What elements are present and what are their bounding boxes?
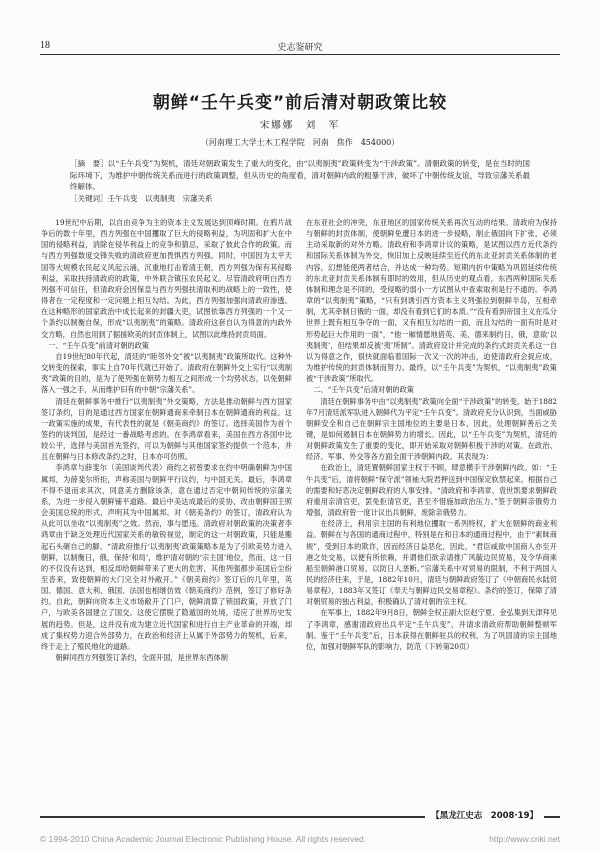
copyright-line: [40, 834, 560, 844]
copyright-text: © 1994-2010 China Academic Journal Electronic Publishing House. All rights reserved.: [40, 834, 367, 844]
section-heading: 一、“壬午兵变”前清对朝的政策: [48, 340, 149, 350]
body-paragraph: 在东亚社会的冲突，东亚地区的国家传统关系再次互动的结果。清政府为保持与朝鲜的封贡体制，使朝鲜免遭日本的进一步侵略，制止俄国向下扩张，必须主动采取新的对外方略。清政府和李鸿章计议的策略，是试图以西方近代条约和国际关系体制为外交，恢旧加上反映延续至近代的东北亚封贡关系体制的老内容，幻想能使两者结合，并达成一种均势。短期内折中策略为巩固延续传统的东北亚封贡关系体制有即时的效用，但从历史的观点看，东西两种国际关系体制和理念是不同的，受侵略的弱小一方试图从中查索取利是行不通的。李鸿章的“以夷制夷”策略，“只有到诱引西方资本主义列强拉到朝鲜半岛，互相牵制，尤其牵制日俄的一面，却没有看到它们的本质。”“没有看到帝国主义在瓜分世界上既有相互争夺的一面，又有相互勾结的一面，而且勾结的一面有时是对形势起巨大作用的一面”，“他一厢情愿地借英、美、德来制约日，俄，意欲‘以夷制夷’，但结果却反被‘夷’所制”。清政府设计并完成的条约式封贡关系这一自以为得意之作，很快就面临着国际一次又一次的冲击，迫使清政府会捉应成，为维护传统的封贡体制而努力。最终，以“壬午兵变”为契机，“以夷制夷”政策被“干涉政策”所取代。: [306, 218, 557, 384]
page-number: 18: [40, 40, 50, 51]
journal-issue: 【黑龙江史志 2008·19】: [425, 809, 544, 821]
body-paragraph: 自19世纪80年代起，清廷的“睦邻外交”被“以夷制夷”政策所取代。这种外交转变的探索，事实上自70年代就已开始了。清政府在朝鲜外交上实行“以夷制夷”政策的目的，是为了使列强在朝势力相互之间形成一个均势状态，以免朝鲜落入一强之手，从而维护旧有的中朝“宗藩关系”。: [41, 351, 292, 395]
body-paragraph: 清廷在朝鲜事务中由“以夷制夷”政策向全面“干涉政策”的转变，始于1882年7月清廷派军队进入朝鲜代为平定“壬午兵变”。清政府充分认识到，当面威胁朝鲜安全和自己在朝鲜宗主国地位的主要是日本，因此，处理朝鲜善后之关键，是如何遏制日本在朝鲜势力的增长。因此，以“壬午兵变”为契机，清廷的对朝鲜政策发生了重要的变化，即开始采取对朝鲜积极干涉的对策。在政治、经济、军事、外交等各方面全面干涉朝鲜内政。其表现为：: [306, 396, 557, 462]
article-title: 朝鲜“壬午兵变”前后清对朝政策比较: [152, 93, 448, 113]
body-paragraph: 在政治上，清廷置朝鲜国家主权于不顾，肆意横手干涉朝鲜内政。如：“壬午兵变”后，清将朝鲜“保守派”领袖大院君押送到中国保定软禁起来。根据自己的需要和好恶决定朝鲜政府的人事安排。“清政府和李鸿章、袁世凯要求朝鲜政府重用亲清官吏，罢免拒清官吏，甚至不惜施加政治压力。”签于朝鲜亲俄势力增强，清政府曾一度计议出兵朝鲜，废除亲俄势力。: [306, 463, 557, 518]
cnki-url: http://www.cnki.net: [489, 834, 560, 844]
right-column: [306, 217, 557, 807]
body-paragraph: 19世纪中后期，以自由竞争为主的资本主义发展达到顶峰时期。在鸦片战争后的数十年里，西方列强在中国攫取了巨大的侵略利益，为巩固和扩大在中国的侵略利益，消除在侵华利益上的竞争和猜忌，采取了彼此合作的政策。而与西方列强数度交锋失败的清政府更加畏惧西方列强。同时，中国因为太平天国等大规模农民起义风起云涌，沉重地打击着清王朝，西方列强为保有其侵略利益，采取扶持清政府的政策，中外联合镇压农民起义。尽管清政府明白西方列强不可信任，但清政府会因保皇与西方列强扶清取利的战略上的一致性，使得者在一定程度和一定问题上相互勾结。为此，西方列强加强向清政府渗透。在这种略形的国家政治中成长起来的封疆大吏，试图依靠西方列强的一个又一个条约以制衡自保，形成“以夷制夷”的策略。清政府这套自认为得意的内政外交方略，自然也用到了据援欧美的封贡体制上，试图以此维持封贡局面。: [41, 218, 292, 339]
journal-name: 史志鉴研究: [277, 43, 323, 53]
author-affiliation: （河南理工大学土木工程学院 河南 焦作 454000）: [200, 138, 400, 147]
keywords: ［关键词］壬午兵变 以夷制夷 宗藩关系: [70, 193, 213, 203]
body-paragraph: 在军事上，1882年9月8日，朝鲜全权正副大臣赵宁夏、金弘集到天津拜见了李鸿章，感谢清政府出兵平定“壬午兵变”，并请求清政府帮助朝鲜整顿军制。鉴于“壬午兵变”后，日本获得在朝鲜驻兵的权利，为了巩固清的宗主国地位，加强对朝鲜军队的影响力，防范（下转第20页）: [306, 608, 557, 651]
body-paragraph: 清廷在朝鲜事务中推行“以夷制夷”外交策略，方法是推动朝鲜与西方国家签订条约，目的是通过西方国家在朝鲜通商来牵制日本在朝鲜通商的利益。这一政策实施的成果，有代表性的就是《朝美商约》的签订。选择美国作为首个签约的谈判国，是经过一番战略考虑的。在李鸿章看来，美国在西方各国中比较公平，选择与美国首先签约，可以为朝鲜与其他国家签约提供一个范本，并且在朝鲜与日本修改条约之时，日本亦可仿照。: [41, 396, 292, 462]
left-column: [41, 217, 292, 807]
abstract-text: ［摘 要］以“壬午兵变”为契机，清廷对朝政策发生了重大的变化，由“以夷制夷”政策转变为“干涉政策”。清朝政策的转变，是在当时的国际环境下，为维护中朝传统关系而进行的政策调整，但从历史的角度看，清对朝鲜内政的粗暴干涉，破坏了中朝传统友谊，导致宗藩关系最终解体。: [70, 159, 530, 191]
abstract-block: [70, 158, 530, 204]
body-paragraph: 朝鲜同西方列强签订条约，全面开国，是世界东西体制: [55, 653, 228, 663]
article-authors: 宋娜娜 刘 军: [259, 120, 341, 131]
running-header: [40, 38, 560, 56]
body-paragraph: 在经济上，利用宗主国的有利地位攫取一系列特权，扩大在朝鲜的商业利益。朝鲜在与各国的通商过程中，特别是在和日本的通商过程中，由于“素昧商规”，受到日本的欺诈，因而经济日益恶化，因此，“君臣咸欲中国商人亦至开港之处交易，以便有所依赖，并谓他们欲亲请推广风毓边民贸易，及令华商乘船至朝鲜港口贸易，以防日人垄断。”宗藩关系中对贸易的限制，不利于两国人民的经济往来，于是，1882年10月，清廷与朝鲜政府签订了《中朝商民水陆贸易章程》，1883年又签订《奉天与朝鲜边民交易章程》。条约的签订，保障了清对朝贸易的独占利益，积极确认了清对朝的宗主权。: [306, 519, 557, 607]
section-heading: 二、“壬午兵变”后清对朝的政策: [313, 385, 414, 395]
header-rule: [40, 54, 560, 55]
body-paragraph: 李鸿章与薛斐尔（美国谈判代表）商约之初曾要求在约中明确朝鲜为中国属邦，为薛斐尔所拒，声称美国与朝鲜平行议约，与中国无关。最后，李鸿章不得不退而求其次，同意美方删除该条，意在通过否定中朝间传统的宗藩关系，为进一步侵入朝鲜铺平道路。最后中美达成最后的妥协，改由朝鲜国王照会美国总统的形式，声明其为中国属邦。对《朝美条约》的签订，清政府认为从此可以坐收“以夷制夷”之效。然而，事与愿违。清政府对朝政策的决策者李鸿章由于缺乏处理近代国家关系的敏锐视觉，制定的这一对朝政策，只能是搬起石头砸自己的脚。“清政府推行‘以夷制夷’政策策略本是为了引欧美势力进入朝鲜，以制衡日，俄，保持‘和局’，维护清对朝的‘宗主国’地位，然而，这一目的不仅没有达到，相反却给朝鲜带来了更大的危害，其他列强都步美国后尘纷至沓来，致使朝鲜的大门完全对外敞开。”《朝美商约》签订后的几年里，英国、德国、意大利、俄国、法国也相继仿效《朝美商约》范例，签订了修好条约。自此，朝鲜向资本主义市场敞开了门户，朝鲜清算了锁国政策，开放了门户，与欧美各国建立了国交。这使它摆脱了隐遁国的处境，适应了世界历史发展的趋势。但是，这并没有成为建立近代国家和进行自主产业革命的开端，却成了集权势力迎合外部势力，在政治和经济上从属于外部势力的契机，后来，终于走上了殖民地化的道路。: [41, 463, 292, 651]
